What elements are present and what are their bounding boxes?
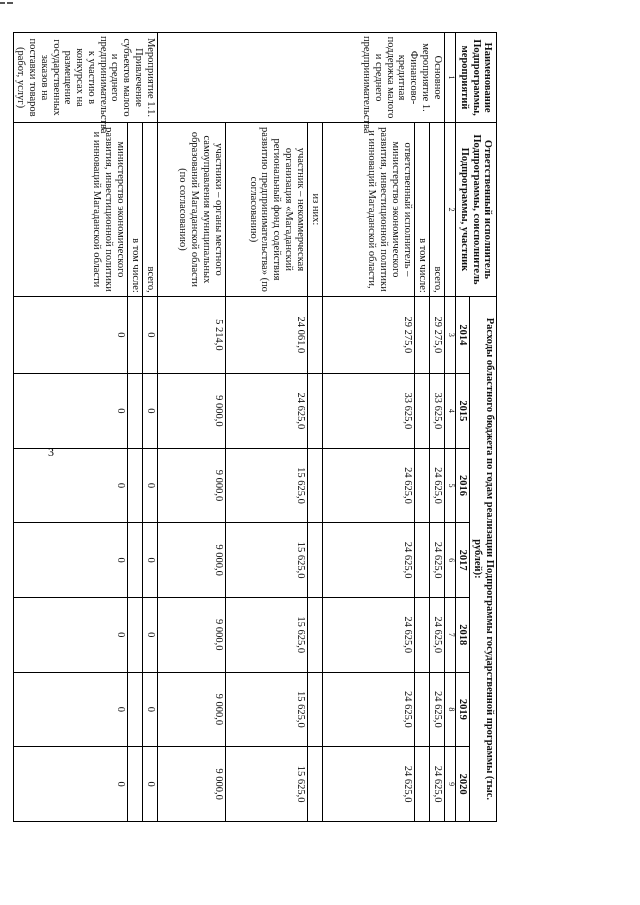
row-label: из них: xyxy=(307,123,322,297)
header-year: 2017 xyxy=(455,523,470,598)
value-cell: 24 625,0 xyxy=(322,523,414,598)
header-name: Наименование Подпрограммы, мероприятий xyxy=(455,33,496,123)
header-year: 2018 xyxy=(455,597,470,672)
header-year: 2015 xyxy=(455,374,470,449)
value-cell: 5 214,0 xyxy=(157,296,225,373)
corner-scan-mark xyxy=(0,2,16,5)
value-cell: 9 000,0 xyxy=(157,672,225,747)
row-label: министерство экономического развития, инвестиционной политики и инноваций Магаданской области xyxy=(13,123,127,297)
column-index: 8 xyxy=(444,672,455,747)
value-cell xyxy=(307,597,322,672)
value-cell: 9 000,0 xyxy=(157,523,225,598)
value-cell xyxy=(307,747,322,822)
value-cell: 15 625,0 xyxy=(225,597,307,672)
table-row xyxy=(429,33,444,822)
value-cell: 24 625,0 xyxy=(322,747,414,822)
budget-table xyxy=(13,32,497,822)
row-label: участник – некоммерческая организация «Магаданский региональный фонд содействия развитию предпринимательства» (по согласованию) xyxy=(225,123,307,297)
value-cell: 0 xyxy=(13,296,127,373)
column-index: 4 xyxy=(444,374,455,449)
rotated-table-wrapper xyxy=(15,32,497,822)
event-name: Мероприятие 1.1. Привлечение субъектов малого и среднего предпринимательства к участию в конкурсах на размещение государственных заказов на поставки товаров (работ, услуг) xyxy=(13,33,157,123)
value-cell: 0 xyxy=(142,448,157,523)
value-cell: 24 061,0 xyxy=(225,296,307,373)
value-cell xyxy=(127,374,142,449)
column-index: 1 xyxy=(444,33,455,123)
value-cell xyxy=(414,523,429,598)
value-cell xyxy=(307,672,322,747)
header-executor: Ответственный исполнитель Подпрограммы, соисполнитель Подпрограммы, участник xyxy=(455,123,496,297)
value-cell: 24 625,0 xyxy=(429,448,444,523)
value-cell: 24 625,0 xyxy=(322,672,414,747)
header-year: 2020 xyxy=(455,747,470,822)
value-cell xyxy=(414,747,429,822)
table-row xyxy=(157,33,225,822)
value-cell: 29 275,0 xyxy=(429,296,444,373)
value-cell: 24 625,0 xyxy=(322,448,414,523)
row-label: всего, xyxy=(142,123,157,297)
value-cell: 24 625,0 xyxy=(225,374,307,449)
value-cell xyxy=(414,448,429,523)
header-budget: Расходы областного бюджета по годам реализации Подпрограммы государственной программы (тыс. рублей): xyxy=(470,296,497,821)
page-number: 3 xyxy=(48,445,54,459)
value-cell: 24 625,0 xyxy=(429,523,444,598)
value-cell: 0 xyxy=(13,597,127,672)
value-cell: 24 625,0 xyxy=(429,747,444,822)
value-cell xyxy=(127,523,142,598)
value-cell: 0 xyxy=(142,296,157,373)
value-cell: 0 xyxy=(142,672,157,747)
row-label: в том числе: xyxy=(127,123,142,297)
value-cell xyxy=(127,296,142,373)
value-cell: 24 625,0 xyxy=(429,597,444,672)
table-row xyxy=(414,33,429,822)
value-cell xyxy=(307,374,322,449)
value-cell: 9 000,0 xyxy=(157,597,225,672)
value-cell: 15 625,0 xyxy=(225,672,307,747)
value-cell: 9 000,0 xyxy=(157,374,225,449)
column-index: 7 xyxy=(444,597,455,672)
value-cell xyxy=(307,296,322,373)
value-cell: 15 625,0 xyxy=(225,747,307,822)
value-cell xyxy=(307,448,322,523)
column-index: 2 xyxy=(444,123,455,297)
table-row xyxy=(127,33,142,822)
table-row xyxy=(142,33,157,822)
value-cell: 9 000,0 xyxy=(157,747,225,822)
value-cell: 0 xyxy=(142,374,157,449)
value-cell xyxy=(414,597,429,672)
header-year: 2019 xyxy=(455,672,470,747)
value-cell: 33 625,0 xyxy=(322,374,414,449)
header-year: 2016 xyxy=(455,448,470,523)
row-label: в том числе: xyxy=(414,123,429,297)
value-cell: 33 625,0 xyxy=(429,374,444,449)
row-label: ответственный исполнитель – министерство экономического развития, инвестиционной политики и инноваций Магаданской области, xyxy=(322,123,414,297)
table-row xyxy=(225,33,307,822)
header-year: 2014 xyxy=(455,296,470,373)
value-cell xyxy=(307,523,322,598)
table-row xyxy=(307,33,322,822)
value-cell xyxy=(414,296,429,373)
value-cell xyxy=(127,448,142,523)
value-cell: 15 625,0 xyxy=(225,523,307,598)
value-cell: 0 xyxy=(13,672,127,747)
row-label: участники – органы местного самоуправления муниципальных образований Магаданской области (по согласованию) xyxy=(157,123,225,297)
table-row xyxy=(13,33,127,822)
value-cell: 0 xyxy=(142,523,157,598)
row-label: всего, xyxy=(429,123,444,297)
value-cell xyxy=(127,597,142,672)
value-cell: 0 xyxy=(13,448,127,523)
value-cell: 15 625,0 xyxy=(225,448,307,523)
value-cell: 0 xyxy=(142,597,157,672)
value-cell: 29 275,0 xyxy=(322,296,414,373)
value-cell: 0 xyxy=(13,374,127,449)
value-cell xyxy=(127,747,142,822)
column-index: 3 xyxy=(444,296,455,373)
event-name: Основное мероприятие 1. Финансово-кредитная поддержка малого и среднего предпринимательства xyxy=(157,33,444,123)
value-cell: 0 xyxy=(13,747,127,822)
table-row xyxy=(322,33,414,822)
value-cell xyxy=(414,672,429,747)
column-index: 9 xyxy=(444,747,455,822)
value-cell xyxy=(127,672,142,747)
column-index: 5 xyxy=(444,448,455,523)
column-index: 6 xyxy=(444,523,455,598)
value-cell: 0 xyxy=(142,747,157,822)
value-cell: 0 xyxy=(13,523,127,598)
value-cell: 24 625,0 xyxy=(429,672,444,747)
value-cell: 24 625,0 xyxy=(322,597,414,672)
value-cell xyxy=(414,374,429,449)
value-cell: 9 000,0 xyxy=(157,448,225,523)
